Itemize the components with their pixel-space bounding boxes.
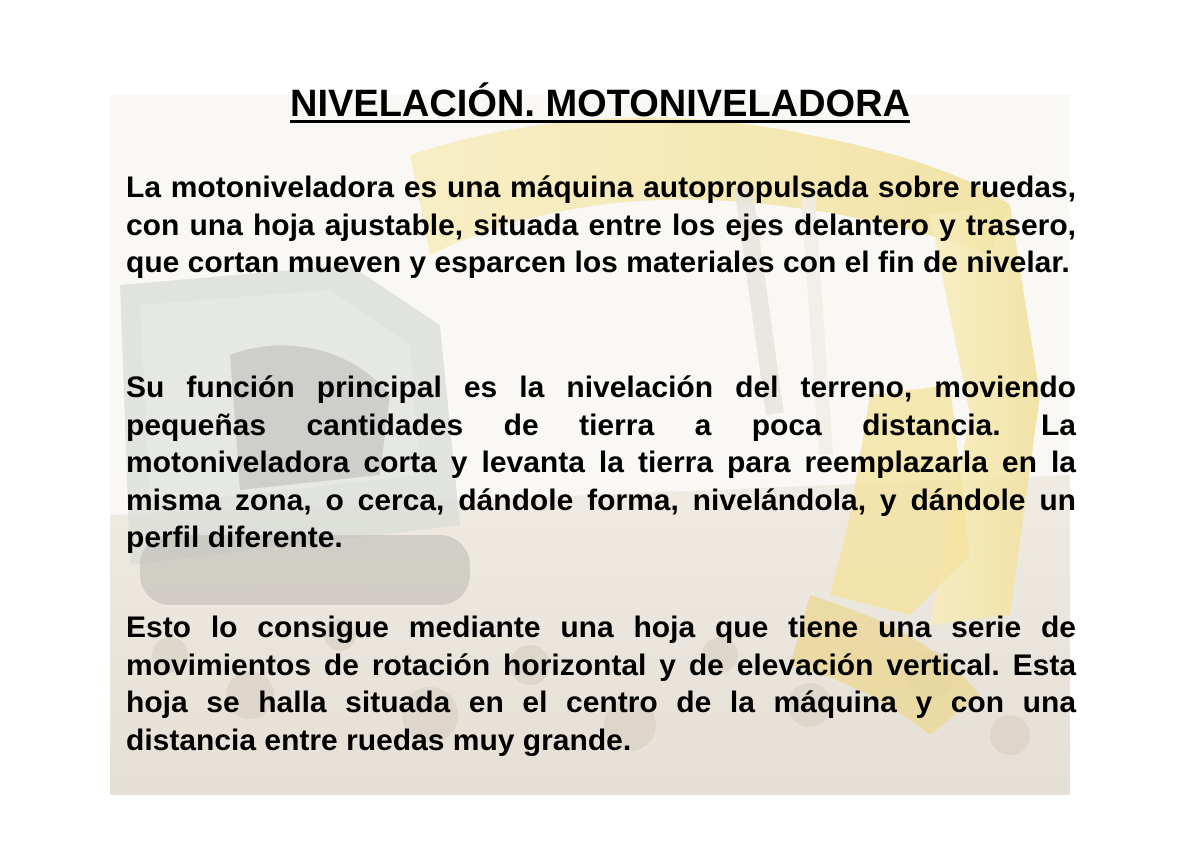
paragraph-definition: La motoniveladora es una máquina autopropulsada sobre ruedas, con una hoja ajustable, situada entre los ejes delantero y trasero, que cortan mueven y esparcen los materiales con el fin de nivelar. [126,171,1076,279]
slide-title: NIVELACIÓN. MOTONIVELADORA [290,83,910,125]
paragraph-function: Su función principal es la nivelación del terreno, moviendo pequeñas cantidades de tierra a poca distancia. La motoniveladora corta y levanta la tierra para reemplazarla en la misma zona, o cerca, dándole forma, nivelándola, y dándole un perfil diferente. [126,371,1076,554]
paragraph-blade-movement: Esto lo consigue mediante una hoja que tiene una serie de movimientos de rotación horizontal y de elevación vertical. Esta hoja se halla situada en el centro de la máquina y con una distancia entre ruedas muy grande. [126,611,1076,757]
